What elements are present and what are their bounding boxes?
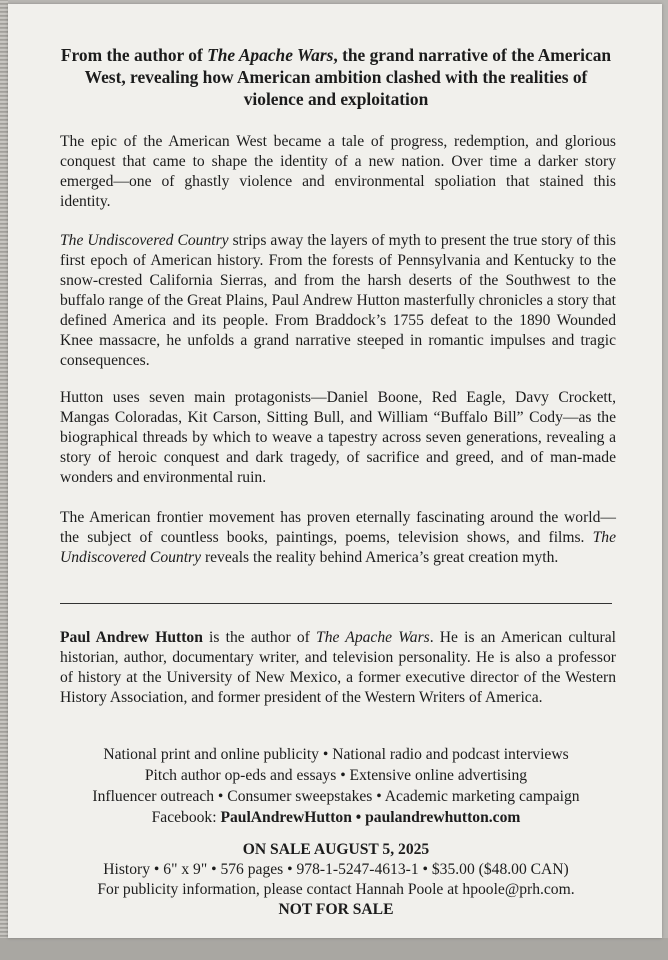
paragraph-frontier (60, 508, 616, 568)
page-edge-texture (0, 0, 8, 960)
divider-rule (60, 603, 612, 604)
marketing-line: National print and online publicity • National radio and podcast interviews (103, 746, 569, 763)
paragraph-frontier-start: The American frontier movement has proven eternally fascinating around the world—the subject of countless books, paintings, poems, television shows, and films. (60, 509, 616, 546)
author-bio-text-rest: . He is an American cultural historian, author, documentary writer, and television personality. He is also a professor of history at the University of New Mexico, a former executive director of the Western History Association, and former president of the Western Writers of America. (60, 629, 616, 706)
paragraph-summary (60, 231, 616, 371)
paragraph-frontier-end: reveals the reality behind America’s great creation myth. (201, 549, 559, 566)
headline-prefix: From the author of (60, 45, 208, 65)
headline (60, 44, 612, 110)
marketing-line: Influencer outreach • Consumer sweepstakes • Academic marketing campaign (92, 788, 580, 805)
sale-info (60, 840, 612, 920)
paragraph-intro: The epic of the American West became a tale of progress, redemption, and glorious conquest that came to shape the identity of a new nation. Over time a darker story emerged—one of ghastly violence and environmental spoliation that stained this identity. (60, 133, 616, 210)
facebook-handle: PaulAndrewHutton • paulandrewhutton.com (220, 809, 521, 826)
facebook-label: Facebook: (151, 809, 221, 826)
paragraph-protagonists: Hutton uses seven main protagonists—Daniel Boone, Red Eagle, Davy Crockett, Mangas Coloradas, Kit Carson, Sitting Bull, and William “Buffalo Bill” Cody—as the biographical threads by which to weave a tapestry across seven generations, revealing a story of heroic conquest and dark tragedy, of sacrifice and greed, and of man-made wonders and environmental ruin. (60, 389, 616, 486)
marketing-plan (60, 744, 612, 828)
bottom-shadow-strip (0, 938, 668, 960)
author-previous-book: The Apache Wars (316, 629, 430, 646)
on-sale-date: ON SALE AUGUST 5, 2025 (242, 841, 430, 858)
headline-book-title: The Apache Wars (207, 45, 334, 65)
paragraph-summary-text: strips away the layers of myth to present the true story of this first epoch of American history. From the forests of Pennsylvania and Kentucky to the snow-crested California Sierras, and from the harsh deserts of the Southwest to the buffalo range of the Great Plains, Paul Andrew Hutton masterfully chronicles a story that defined America and its people. From Braddock’s 1755 defeat to the 1890 Wounded Knee massacre, he unfolds a grand narrative steeped in romantic impulses and tragic consequences. (60, 232, 616, 369)
publicity-contact: For publicity information, please contact Hannah Poole at hpoole@prh.com. (97, 881, 575, 898)
book-title-italic: The Undiscovered Country (60, 232, 229, 249)
marketing-line: Pitch author op-eds and essays • Extensive online advertising (144, 767, 528, 784)
book-title-italic: The Undiscovered Country (60, 529, 616, 566)
marketing-facebook (60, 807, 612, 828)
author-name: Paul Andrew Hutton (60, 629, 203, 646)
author-bio (60, 628, 616, 708)
author-bio-text: is the author of (202, 629, 317, 646)
book-details: History • 6" x 9" • 576 pages • 978-1-5247-4613-1 • $35.00 ($48.00 CAN) (103, 861, 569, 878)
not-for-sale-notice: NOT FOR SALE (278, 901, 394, 918)
headline-suffix: , the grand narrative of the American West, revealing how American ambition clashed with the realities of violence and exploitation (84, 45, 612, 109)
